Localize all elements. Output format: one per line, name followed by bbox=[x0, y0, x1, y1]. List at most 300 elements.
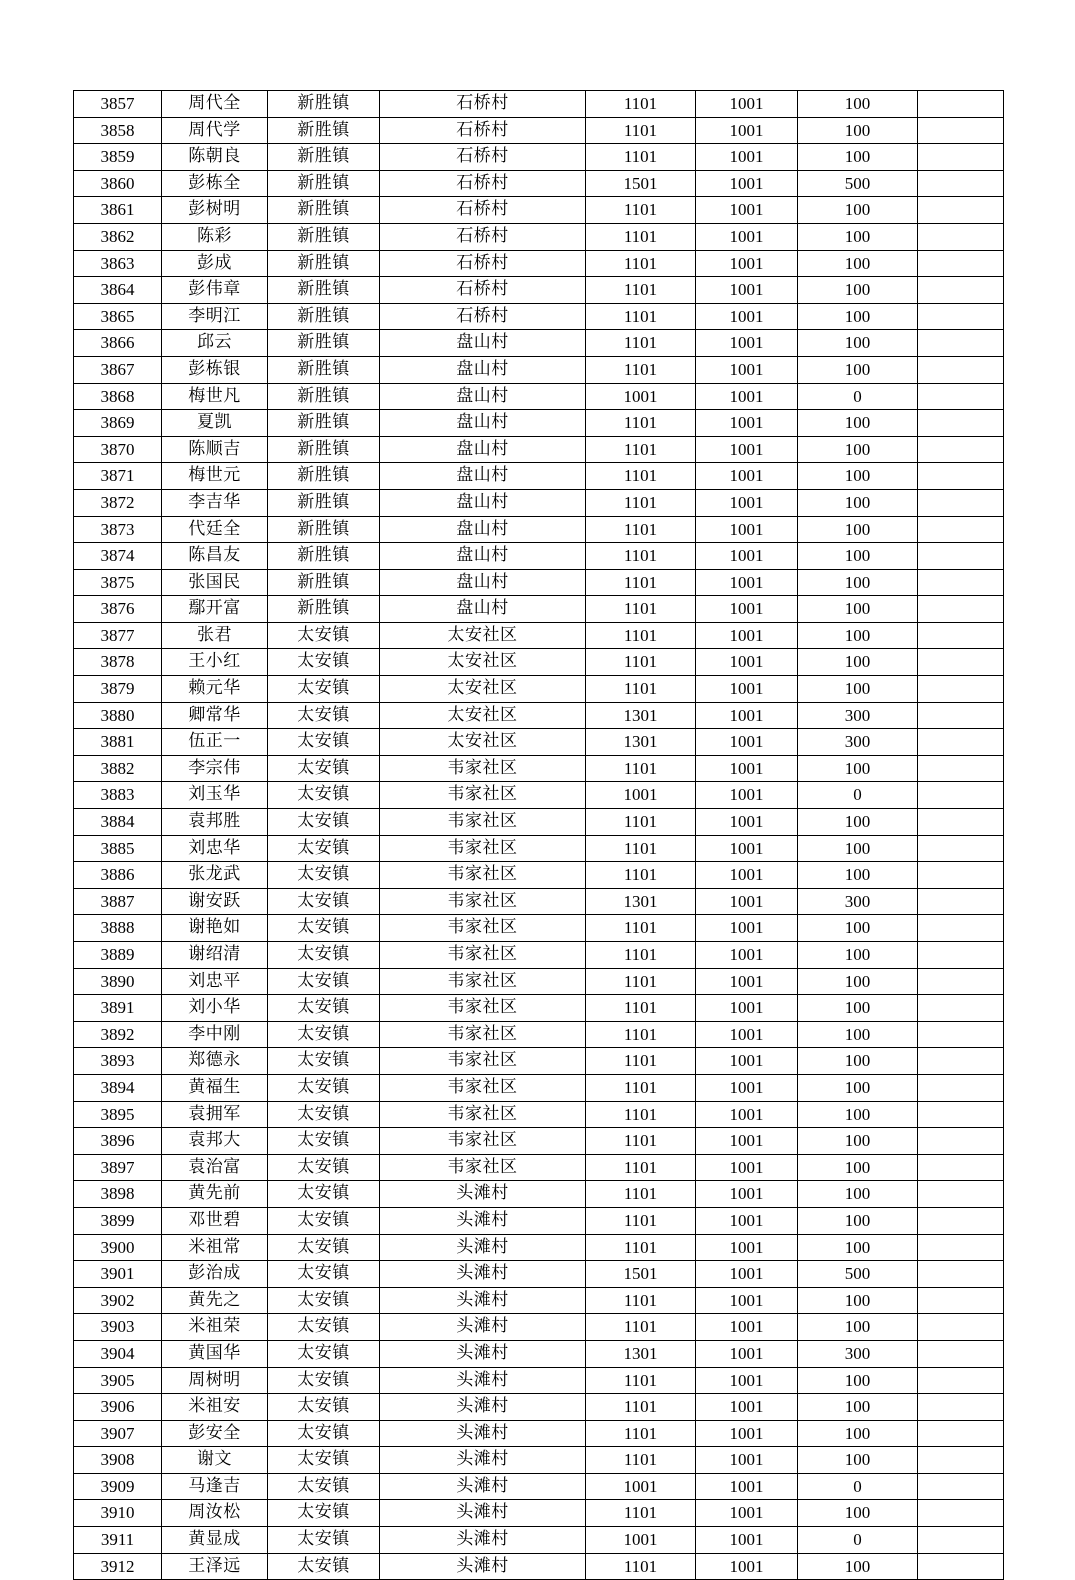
cell-village: 头滩村 bbox=[380, 1207, 586, 1234]
cell-remark bbox=[918, 1181, 1004, 1208]
cell-remark bbox=[918, 330, 1004, 357]
cell-name: 彭治成 bbox=[162, 1261, 268, 1288]
cell-amount-1: 1101 bbox=[586, 1048, 696, 1075]
cell-name: 谢艳如 bbox=[162, 915, 268, 942]
cell-amount-1: 1501 bbox=[586, 1261, 696, 1288]
table-row bbox=[74, 223, 1004, 250]
cell-name: 马逢吉 bbox=[162, 1473, 268, 1500]
cell-amount-1: 1101 bbox=[586, 144, 696, 171]
cell-name: 李明江 bbox=[162, 303, 268, 330]
table-row bbox=[74, 1101, 1004, 1128]
table-row bbox=[74, 995, 1004, 1022]
table-row bbox=[74, 1021, 1004, 1048]
cell-village: 盘山村 bbox=[380, 543, 586, 570]
cell-name: 李宗伟 bbox=[162, 755, 268, 782]
cell-remark bbox=[918, 888, 1004, 915]
cell-amount-2: 1001 bbox=[696, 383, 798, 410]
cell-remark bbox=[918, 117, 1004, 144]
cell-index: 3886 bbox=[74, 862, 162, 889]
cell-village: 石桥村 bbox=[380, 197, 586, 224]
cell-village: 太安社区 bbox=[380, 676, 586, 703]
cell-index: 3912 bbox=[74, 1553, 162, 1580]
cell-village: 韦家社区 bbox=[380, 755, 586, 782]
cell-amount-3: 100 bbox=[798, 809, 918, 836]
cell-town: 新胜镇 bbox=[268, 569, 380, 596]
cell-village: 头滩村 bbox=[380, 1394, 586, 1421]
cell-name: 刘忠华 bbox=[162, 835, 268, 862]
cell-remark bbox=[918, 1420, 1004, 1447]
cell-amount-2: 1001 bbox=[696, 1181, 798, 1208]
cell-amount-1: 1101 bbox=[586, 303, 696, 330]
cell-town: 太安镇 bbox=[268, 968, 380, 995]
cell-remark bbox=[918, 676, 1004, 703]
cell-amount-1: 1101 bbox=[586, 915, 696, 942]
cell-amount-1: 1101 bbox=[586, 516, 696, 543]
cell-town: 新胜镇 bbox=[268, 543, 380, 570]
cell-town: 太安镇 bbox=[268, 1500, 380, 1527]
cell-village: 盘山村 bbox=[380, 489, 586, 516]
cell-index: 3874 bbox=[74, 543, 162, 570]
cell-index: 3884 bbox=[74, 809, 162, 836]
cell-index: 3863 bbox=[74, 250, 162, 277]
cell-index: 3860 bbox=[74, 170, 162, 197]
table-row bbox=[74, 1234, 1004, 1261]
cell-remark bbox=[918, 782, 1004, 809]
cell-amount-1: 1101 bbox=[586, 862, 696, 889]
cell-index: 3903 bbox=[74, 1314, 162, 1341]
cell-amount-2: 1001 bbox=[696, 1048, 798, 1075]
cell-amount-1: 1101 bbox=[586, 968, 696, 995]
table-row bbox=[74, 835, 1004, 862]
cell-amount-2: 1001 bbox=[696, 755, 798, 782]
cell-town: 太安镇 bbox=[268, 915, 380, 942]
cell-town: 太安镇 bbox=[268, 1154, 380, 1181]
cell-remark bbox=[918, 383, 1004, 410]
cell-name: 袁邦胜 bbox=[162, 809, 268, 836]
cell-remark bbox=[918, 1447, 1004, 1474]
cell-town: 太安镇 bbox=[268, 888, 380, 915]
cell-amount-2: 1001 bbox=[696, 91, 798, 118]
data-table bbox=[73, 90, 1004, 1580]
table-row bbox=[74, 1181, 1004, 1208]
cell-index: 3869 bbox=[74, 410, 162, 437]
cell-amount-3: 100 bbox=[798, 915, 918, 942]
cell-amount-1: 1101 bbox=[586, 277, 696, 304]
cell-amount-2: 1001 bbox=[696, 1394, 798, 1421]
cell-amount-3: 100 bbox=[798, 1128, 918, 1155]
cell-town: 太安镇 bbox=[268, 1048, 380, 1075]
cell-index: 3862 bbox=[74, 223, 162, 250]
cell-amount-1: 1101 bbox=[586, 91, 696, 118]
cell-name: 李吉华 bbox=[162, 489, 268, 516]
table-row bbox=[74, 649, 1004, 676]
cell-amount-1: 1101 bbox=[586, 1367, 696, 1394]
cell-name: 陈彩 bbox=[162, 223, 268, 250]
cell-amount-2: 1001 bbox=[696, 809, 798, 836]
cell-name: 米祖荣 bbox=[162, 1314, 268, 1341]
cell-remark bbox=[918, 862, 1004, 889]
cell-town: 太安镇 bbox=[268, 1527, 380, 1554]
cell-village: 盘山村 bbox=[380, 330, 586, 357]
cell-amount-3: 100 bbox=[798, 516, 918, 543]
cell-amount-2: 1001 bbox=[696, 676, 798, 703]
cell-town: 新胜镇 bbox=[268, 410, 380, 437]
cell-village: 头滩村 bbox=[380, 1287, 586, 1314]
cell-village: 韦家社区 bbox=[380, 995, 586, 1022]
cell-amount-2: 1001 bbox=[696, 1420, 798, 1447]
cell-amount-3: 100 bbox=[798, 410, 918, 437]
cell-village: 石桥村 bbox=[380, 170, 586, 197]
cell-remark bbox=[918, 250, 1004, 277]
table-row bbox=[74, 1128, 1004, 1155]
table-row bbox=[74, 942, 1004, 969]
cell-index: 3875 bbox=[74, 569, 162, 596]
cell-town: 太安镇 bbox=[268, 862, 380, 889]
cell-remark bbox=[918, 170, 1004, 197]
cell-amount-1: 1101 bbox=[586, 1074, 696, 1101]
cell-village: 韦家社区 bbox=[380, 809, 586, 836]
cell-amount-3: 100 bbox=[798, 862, 918, 889]
cell-village: 盘山村 bbox=[380, 463, 586, 490]
cell-town: 新胜镇 bbox=[268, 596, 380, 623]
cell-amount-3: 0 bbox=[798, 782, 918, 809]
cell-village: 韦家社区 bbox=[380, 1048, 586, 1075]
cell-amount-3: 100 bbox=[798, 1234, 918, 1261]
cell-village: 太安社区 bbox=[380, 649, 586, 676]
cell-amount-3: 100 bbox=[798, 622, 918, 649]
cell-amount-1: 1301 bbox=[586, 1340, 696, 1367]
cell-name: 张国民 bbox=[162, 569, 268, 596]
cell-name: 卿常华 bbox=[162, 702, 268, 729]
cell-amount-3: 100 bbox=[798, 277, 918, 304]
cell-amount-3: 100 bbox=[798, 1553, 918, 1580]
cell-village: 石桥村 bbox=[380, 303, 586, 330]
cell-index: 3880 bbox=[74, 702, 162, 729]
table-row bbox=[74, 1553, 1004, 1580]
cell-village: 石桥村 bbox=[380, 223, 586, 250]
cell-village: 盘山村 bbox=[380, 383, 586, 410]
cell-village: 韦家社区 bbox=[380, 888, 586, 915]
cell-name: 周代学 bbox=[162, 117, 268, 144]
table-row bbox=[74, 729, 1004, 756]
cell-amount-1: 1101 bbox=[586, 1234, 696, 1261]
table-row bbox=[74, 1447, 1004, 1474]
cell-name: 袁邦大 bbox=[162, 1128, 268, 1155]
cell-name: 郑德永 bbox=[162, 1048, 268, 1075]
table-row bbox=[74, 170, 1004, 197]
cell-index: 3898 bbox=[74, 1181, 162, 1208]
cell-remark bbox=[918, 942, 1004, 969]
cell-name: 夏凯 bbox=[162, 410, 268, 437]
cell-village: 石桥村 bbox=[380, 91, 586, 118]
cell-index: 3867 bbox=[74, 356, 162, 383]
table-row bbox=[74, 1048, 1004, 1075]
cell-index: 3907 bbox=[74, 1420, 162, 1447]
cell-town: 太安镇 bbox=[268, 782, 380, 809]
table-row bbox=[74, 1261, 1004, 1288]
cell-amount-3: 100 bbox=[798, 250, 918, 277]
cell-amount-2: 1001 bbox=[696, 170, 798, 197]
cell-name: 彭成 bbox=[162, 250, 268, 277]
cell-village: 韦家社区 bbox=[380, 915, 586, 942]
cell-amount-3: 100 bbox=[798, 1101, 918, 1128]
cell-name: 王小红 bbox=[162, 649, 268, 676]
table-row bbox=[74, 383, 1004, 410]
cell-town: 新胜镇 bbox=[268, 170, 380, 197]
cell-town: 太安镇 bbox=[268, 1234, 380, 1261]
table-row bbox=[74, 888, 1004, 915]
cell-amount-3: 100 bbox=[798, 303, 918, 330]
cell-remark bbox=[918, 1154, 1004, 1181]
cell-village: 韦家社区 bbox=[380, 862, 586, 889]
cell-remark bbox=[918, 729, 1004, 756]
cell-village: 盘山村 bbox=[380, 569, 586, 596]
cell-amount-1: 1101 bbox=[586, 755, 696, 782]
cell-amount-2: 1001 bbox=[696, 835, 798, 862]
cell-name: 陈昌友 bbox=[162, 543, 268, 570]
cell-name: 黄先之 bbox=[162, 1287, 268, 1314]
cell-name: 米祖安 bbox=[162, 1394, 268, 1421]
cell-remark bbox=[918, 1394, 1004, 1421]
cell-amount-2: 1001 bbox=[696, 117, 798, 144]
table-row bbox=[74, 330, 1004, 357]
cell-amount-2: 1001 bbox=[696, 729, 798, 756]
cell-name: 伍正一 bbox=[162, 729, 268, 756]
cell-amount-1: 1101 bbox=[586, 569, 696, 596]
cell-town: 新胜镇 bbox=[268, 383, 380, 410]
cell-name: 黄显成 bbox=[162, 1527, 268, 1554]
cell-name: 袁拥军 bbox=[162, 1101, 268, 1128]
cell-village: 韦家社区 bbox=[380, 1021, 586, 1048]
cell-index: 3857 bbox=[74, 91, 162, 118]
cell-name: 鄢开富 bbox=[162, 596, 268, 623]
cell-amount-2: 1001 bbox=[696, 1234, 798, 1261]
cell-amount-3: 100 bbox=[798, 1048, 918, 1075]
cell-town: 太安镇 bbox=[268, 1473, 380, 1500]
cell-amount-1: 1001 bbox=[586, 1473, 696, 1500]
table-row bbox=[74, 117, 1004, 144]
cell-remark bbox=[918, 702, 1004, 729]
cell-remark bbox=[918, 277, 1004, 304]
cell-index: 3858 bbox=[74, 117, 162, 144]
cell-amount-2: 1001 bbox=[696, 1261, 798, 1288]
table-row bbox=[74, 356, 1004, 383]
cell-amount-3: 100 bbox=[798, 649, 918, 676]
cell-amount-2: 1001 bbox=[696, 543, 798, 570]
cell-amount-2: 1001 bbox=[696, 1473, 798, 1500]
cell-remark bbox=[918, 516, 1004, 543]
cell-amount-2: 1001 bbox=[696, 144, 798, 171]
cell-amount-3: 100 bbox=[798, 596, 918, 623]
cell-amount-3: 300 bbox=[798, 1340, 918, 1367]
cell-amount-2: 1001 bbox=[696, 436, 798, 463]
cell-name: 谢绍清 bbox=[162, 942, 268, 969]
cell-remark bbox=[918, 356, 1004, 383]
cell-amount-1: 1101 bbox=[586, 1207, 696, 1234]
cell-village: 韦家社区 bbox=[380, 1101, 586, 1128]
cell-amount-2: 1001 bbox=[696, 1287, 798, 1314]
table-row bbox=[74, 1420, 1004, 1447]
table-row bbox=[74, 968, 1004, 995]
cell-town: 太安镇 bbox=[268, 755, 380, 782]
cell-amount-3: 100 bbox=[798, 1500, 918, 1527]
cell-village: 盘山村 bbox=[380, 356, 586, 383]
cell-remark bbox=[918, 835, 1004, 862]
table-row bbox=[74, 1367, 1004, 1394]
cell-amount-2: 1001 bbox=[696, 942, 798, 969]
cell-index: 3861 bbox=[74, 197, 162, 224]
cell-index: 3909 bbox=[74, 1473, 162, 1500]
table-row bbox=[74, 622, 1004, 649]
cell-town: 新胜镇 bbox=[268, 356, 380, 383]
cell-amount-3: 0 bbox=[798, 383, 918, 410]
cell-amount-1: 1101 bbox=[586, 197, 696, 224]
table-row bbox=[74, 543, 1004, 570]
cell-town: 太安镇 bbox=[268, 995, 380, 1022]
cell-index: 3899 bbox=[74, 1207, 162, 1234]
table-row bbox=[74, 410, 1004, 437]
cell-village: 头滩村 bbox=[380, 1553, 586, 1580]
cell-amount-1: 1101 bbox=[586, 1101, 696, 1128]
cell-town: 太安镇 bbox=[268, 1447, 380, 1474]
cell-village: 韦家社区 bbox=[380, 782, 586, 809]
cell-amount-3: 100 bbox=[798, 835, 918, 862]
table-row bbox=[74, 197, 1004, 224]
cell-name: 彭安全 bbox=[162, 1420, 268, 1447]
cell-town: 太安镇 bbox=[268, 1287, 380, 1314]
cell-amount-1: 1101 bbox=[586, 995, 696, 1022]
cell-amount-2: 1001 bbox=[696, 277, 798, 304]
cell-amount-2: 1001 bbox=[696, 862, 798, 889]
cell-index: 3859 bbox=[74, 144, 162, 171]
cell-town: 新胜镇 bbox=[268, 144, 380, 171]
cell-name: 袁治富 bbox=[162, 1154, 268, 1181]
cell-town: 新胜镇 bbox=[268, 330, 380, 357]
cell-amount-2: 1001 bbox=[696, 1553, 798, 1580]
cell-amount-1: 1101 bbox=[586, 1021, 696, 1048]
cell-name: 谢安跃 bbox=[162, 888, 268, 915]
table-row bbox=[74, 569, 1004, 596]
cell-village: 韦家社区 bbox=[380, 1128, 586, 1155]
cell-village: 太安社区 bbox=[380, 729, 586, 756]
cell-index: 3897 bbox=[74, 1154, 162, 1181]
cell-town: 新胜镇 bbox=[268, 223, 380, 250]
cell-amount-3: 100 bbox=[798, 1207, 918, 1234]
cell-amount-3: 300 bbox=[798, 702, 918, 729]
cell-amount-1: 1101 bbox=[586, 489, 696, 516]
cell-amount-2: 1001 bbox=[696, 915, 798, 942]
cell-amount-2: 1001 bbox=[696, 197, 798, 224]
cell-name: 彭栋全 bbox=[162, 170, 268, 197]
cell-index: 3883 bbox=[74, 782, 162, 809]
cell-village: 头滩村 bbox=[380, 1234, 586, 1261]
cell-index: 3881 bbox=[74, 729, 162, 756]
cell-remark bbox=[918, 1287, 1004, 1314]
table-body bbox=[74, 91, 1004, 1580]
cell-amount-1: 1101 bbox=[586, 649, 696, 676]
cell-amount-2: 1001 bbox=[696, 1447, 798, 1474]
cell-remark bbox=[918, 809, 1004, 836]
cell-amount-3: 500 bbox=[798, 1261, 918, 1288]
cell-amount-3: 300 bbox=[798, 729, 918, 756]
cell-village: 头滩村 bbox=[380, 1261, 586, 1288]
cell-remark bbox=[918, 1473, 1004, 1500]
cell-amount-3: 100 bbox=[798, 356, 918, 383]
cell-name: 梅世凡 bbox=[162, 383, 268, 410]
cell-town: 太安镇 bbox=[268, 809, 380, 836]
cell-amount-2: 1001 bbox=[696, 489, 798, 516]
cell-index: 3904 bbox=[74, 1340, 162, 1367]
cell-town: 太安镇 bbox=[268, 702, 380, 729]
cell-name: 黄国华 bbox=[162, 1340, 268, 1367]
cell-amount-3: 100 bbox=[798, 489, 918, 516]
cell-index: 3896 bbox=[74, 1128, 162, 1155]
cell-index: 3902 bbox=[74, 1287, 162, 1314]
cell-name: 彭伟章 bbox=[162, 277, 268, 304]
cell-amount-1: 1101 bbox=[586, 1500, 696, 1527]
cell-town: 太安镇 bbox=[268, 1128, 380, 1155]
cell-amount-3: 500 bbox=[798, 170, 918, 197]
cell-index: 3872 bbox=[74, 489, 162, 516]
cell-name: 刘小华 bbox=[162, 995, 268, 1022]
cell-remark bbox=[918, 915, 1004, 942]
cell-name: 梅世元 bbox=[162, 463, 268, 490]
cell-amount-2: 1001 bbox=[696, 1101, 798, 1128]
cell-town: 太安镇 bbox=[268, 622, 380, 649]
cell-village: 头滩村 bbox=[380, 1500, 586, 1527]
cell-amount-3: 100 bbox=[798, 1447, 918, 1474]
cell-town: 太安镇 bbox=[268, 1340, 380, 1367]
cell-town: 太安镇 bbox=[268, 1021, 380, 1048]
cell-name: 李中刚 bbox=[162, 1021, 268, 1048]
cell-name: 彭树明 bbox=[162, 197, 268, 224]
cell-village: 韦家社区 bbox=[380, 942, 586, 969]
cell-amount-2: 1001 bbox=[696, 1021, 798, 1048]
cell-name: 谢文 bbox=[162, 1447, 268, 1474]
cell-amount-3: 100 bbox=[798, 91, 918, 118]
cell-town: 新胜镇 bbox=[268, 277, 380, 304]
cell-index: 3871 bbox=[74, 463, 162, 490]
cell-remark bbox=[918, 1500, 1004, 1527]
cell-index: 3889 bbox=[74, 942, 162, 969]
cell-amount-3: 100 bbox=[798, 569, 918, 596]
cell-amount-2: 1001 bbox=[696, 410, 798, 437]
cell-amount-3: 100 bbox=[798, 1420, 918, 1447]
table-row bbox=[74, 516, 1004, 543]
cell-village: 石桥村 bbox=[380, 117, 586, 144]
cell-name: 张龙武 bbox=[162, 862, 268, 889]
cell-remark bbox=[918, 1234, 1004, 1261]
cell-remark bbox=[918, 622, 1004, 649]
cell-remark bbox=[918, 303, 1004, 330]
table-row bbox=[74, 809, 1004, 836]
cell-village: 盘山村 bbox=[380, 596, 586, 623]
cell-amount-1: 1101 bbox=[586, 356, 696, 383]
cell-remark bbox=[918, 596, 1004, 623]
table-row bbox=[74, 676, 1004, 703]
cell-remark bbox=[918, 1207, 1004, 1234]
cell-village: 头滩村 bbox=[380, 1447, 586, 1474]
cell-amount-2: 1001 bbox=[696, 330, 798, 357]
table-row bbox=[74, 596, 1004, 623]
cell-remark bbox=[918, 1553, 1004, 1580]
cell-village: 头滩村 bbox=[380, 1420, 586, 1447]
cell-amount-3: 100 bbox=[798, 1181, 918, 1208]
cell-amount-3: 100 bbox=[798, 144, 918, 171]
cell-index: 3892 bbox=[74, 1021, 162, 1048]
cell-amount-1: 1101 bbox=[586, 1553, 696, 1580]
cell-amount-3: 100 bbox=[798, 1021, 918, 1048]
